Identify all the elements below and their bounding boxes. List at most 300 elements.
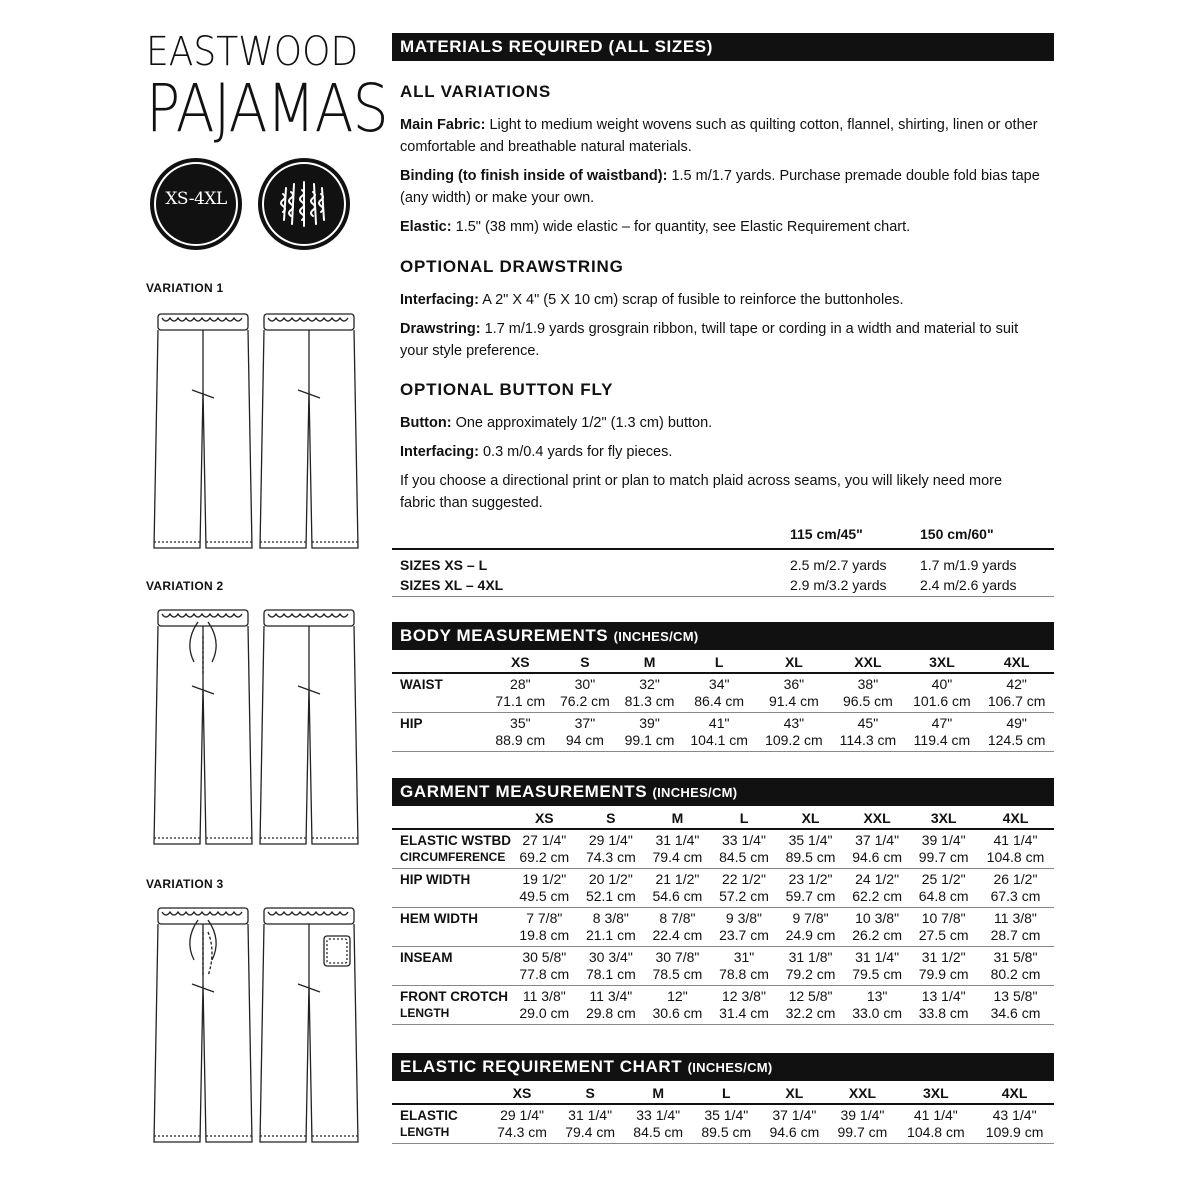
row-label-sub: LENGTH	[400, 1006, 450, 1020]
value-inches: 31 1/4"	[568, 1107, 613, 1123]
measurement-cell	[553, 713, 618, 752]
value-cm: 64.8 cm	[918, 888, 969, 904]
value-cm: 84.5 cm	[719, 849, 769, 865]
value-inches: 31 1/4"	[655, 832, 700, 848]
size-header-m: M	[644, 808, 711, 829]
button-text	[400, 412, 1040, 434]
value-inches: 43 1/4"	[992, 1107, 1037, 1123]
value-cm: 79.9 cm	[918, 966, 969, 982]
value-inches: 39 1/4"	[921, 832, 966, 848]
value-inches: 19 1/2"	[522, 871, 567, 887]
row-label-main: ELASTIC	[400, 1108, 458, 1123]
elastic-chart-title: ELASTIC REQUIREMENT CHART	[400, 1057, 683, 1076]
size-header-xxl: XXL	[828, 1083, 896, 1104]
measurement-cell	[511, 986, 578, 1025]
row-label	[392, 713, 488, 752]
value-cm: 54.6 cm	[652, 888, 703, 904]
size-header-3xl: 3XL	[896, 1083, 975, 1104]
value-cm: 67.3 cm	[990, 888, 1041, 904]
value-inches: 12"	[667, 988, 688, 1004]
main-fabric-description: Light to medium weight wovens such as quilting cotton, flannel, shirting, linen or other comfortable and breathable natural materials.	[400, 117, 1038, 155]
value-inches: 43"	[783, 715, 805, 731]
measurement-cell	[488, 1104, 556, 1144]
measurement-cell	[777, 908, 844, 947]
variation-1-label: VARIATION 1	[146, 281, 224, 295]
measurement-cell	[979, 673, 1054, 713]
value-cm: 91.4 cm	[768, 693, 819, 709]
value-cm: 49.5 cm	[519, 888, 570, 904]
all-variations-heading: ALL VARIATIONS	[400, 82, 551, 101]
measurement-cell	[644, 908, 711, 947]
measurement-cell	[617, 713, 682, 752]
size-header-s: S	[578, 808, 645, 829]
value-inches: 30"	[574, 676, 596, 692]
value-cm: 74.3 cm	[497, 1124, 547, 1140]
corner-cell	[392, 808, 511, 829]
row-label	[392, 673, 488, 713]
value-cm: 88.9 cm	[495, 732, 546, 748]
table-row	[392, 986, 1054, 1025]
measurement-cell	[711, 869, 778, 908]
table-row	[392, 673, 1054, 713]
value-inches: 41"	[708, 715, 730, 731]
brand-title-line1: EASTWOOD	[146, 29, 359, 75]
value-cm: 28.7 cm	[990, 927, 1041, 943]
value-cm: 30.6 cm	[652, 1005, 703, 1021]
measurement-cell	[896, 1104, 975, 1144]
measurement-cell	[910, 947, 977, 986]
value-inches: 37 1/4"	[855, 832, 900, 848]
elastic-text	[400, 216, 1040, 238]
value-cm: 29.0 cm	[519, 1005, 570, 1021]
garment-measurements-units: (INCHES/CM)	[652, 785, 738, 800]
size-header-s: S	[556, 1083, 624, 1104]
measurement-cell	[831, 713, 904, 752]
measurement-cell	[975, 1104, 1054, 1144]
value-inches: 30 3/4"	[588, 949, 633, 965]
value-inches: 21 1/2"	[655, 871, 700, 887]
value-cm: 22.4 cm	[652, 927, 703, 943]
measurement-cell	[644, 986, 711, 1025]
table-row	[392, 829, 1054, 869]
value-cm: 106.7 cm	[987, 693, 1046, 709]
measurement-cell	[578, 947, 645, 986]
value-inches: 32"	[639, 676, 660, 692]
value-cm: 52.1 cm	[585, 888, 636, 904]
measurement-cell	[757, 713, 832, 752]
value-cm: 80.2 cm	[990, 966, 1041, 982]
yardage-bottom-rule	[392, 596, 1054, 597]
measurement-cell	[844, 986, 911, 1025]
value-inches: 36"	[783, 676, 805, 692]
value-inches: 41 1/4"	[993, 832, 1038, 848]
value-cm: 89.5 cm	[701, 1124, 752, 1140]
fly-interfacing-text	[400, 441, 1040, 463]
value-cm: 32.2 cm	[785, 1005, 836, 1021]
value-inches: 9 3/8"	[725, 910, 763, 926]
value-cm: 19.8 cm	[519, 927, 570, 943]
measurement-cell	[488, 713, 553, 752]
value-inches: 31"	[733, 949, 755, 965]
measurement-cell	[711, 947, 778, 986]
measurement-cell	[844, 947, 911, 986]
row-label-main: FRONT CROTCH	[400, 989, 508, 1004]
needle-thread-icon	[258, 158, 350, 250]
measurement-cell	[910, 986, 977, 1025]
variation-3-sketch	[150, 904, 360, 1154]
measurement-cell	[777, 986, 844, 1025]
value-inches: 10 7/8"	[921, 910, 966, 926]
value-cm: 89.5 cm	[785, 849, 836, 865]
value-inches: 45"	[857, 715, 879, 731]
body-measurements-units: (INCHES/CM)	[613, 629, 699, 644]
variation-1-sketch	[150, 310, 360, 560]
value-inches: 39"	[639, 715, 660, 731]
value-inches: 37"	[574, 715, 596, 731]
size-header-xl: XL	[757, 652, 832, 673]
value-inches: 31 1/2"	[921, 949, 966, 965]
drawstring-heading: OPTIONAL DRAWSTRING	[400, 257, 624, 276]
size-header-row	[392, 1083, 1054, 1104]
value-cm: 27.5 cm	[918, 927, 969, 943]
drawstring-description: 1.7 m/1.9 yards grosgrain ribbon, twill tape or cording in a width and material to suit your style preference.	[400, 321, 1019, 359]
value-cm: 21.1 cm	[585, 927, 636, 943]
value-inches: 41 1/4"	[913, 1107, 958, 1123]
measurement-cell	[910, 829, 977, 869]
value-inches: 27 1/4"	[522, 832, 567, 848]
body-measurements-title: BODY MEASUREMENTS	[400, 626, 609, 645]
measurement-cell	[578, 908, 645, 947]
measurement-cell	[760, 1104, 828, 1144]
measurement-cell	[682, 713, 757, 752]
size-header-4xl: 4XL	[975, 1083, 1054, 1104]
drawstring-interfacing-description: A 2" X 4" (5 X 10 cm) scrap of fusible to reinforce the buttonholes.	[482, 292, 904, 308]
value-inches: 33 1/4"	[636, 1107, 681, 1123]
row-label	[392, 1104, 488, 1144]
main-fabric-label: Main Fabric:	[400, 117, 486, 133]
value-inches: 11 3/8"	[994, 910, 1037, 926]
measurement-cell	[905, 673, 980, 713]
row-label-main: ELASTIC WSTBD	[400, 833, 511, 848]
value-cm: 77.8 cm	[519, 966, 570, 982]
measurement-cell	[711, 908, 778, 947]
button-description: One approximately 1/2" (1.3 cm) button.	[455, 415, 713, 431]
size-range-badge	[150, 158, 242, 250]
measurement-cell	[553, 673, 618, 713]
drawstring-interfacing-label: Interfacing:	[400, 292, 479, 308]
body-measurements-table	[392, 652, 1054, 752]
measurement-cell	[905, 713, 980, 752]
row-label-main: HIP WIDTH	[400, 872, 471, 887]
value-cm: 34.6 cm	[990, 1005, 1041, 1021]
measurement-cell	[977, 869, 1054, 908]
value-cm: 74.3 cm	[585, 849, 636, 865]
measurement-cell	[511, 869, 578, 908]
row-label-sub: LENGTH	[400, 1125, 450, 1139]
value-cm: 124.5 cm	[987, 732, 1046, 748]
value-cm: 71.1 cm	[495, 693, 546, 709]
measurement-cell	[777, 829, 844, 869]
measurement-cell	[617, 673, 682, 713]
value-inches: 40"	[931, 676, 953, 692]
value-cm: 57.2 cm	[719, 888, 769, 904]
materials-header	[392, 33, 1054, 61]
value-inches: 7 7/8"	[526, 910, 563, 926]
row-label	[392, 947, 511, 986]
row-label-sub: CIRCUMFERENCE	[400, 850, 506, 864]
value-inches: 9 7/8"	[792, 910, 829, 926]
value-cm: 79.4 cm	[652, 849, 703, 865]
drawstring-text	[400, 318, 1040, 362]
size-header-xs: XS	[488, 652, 553, 673]
yardage-row-xl-4xl-150: 2.4 m/2.6 yards	[920, 577, 1017, 593]
corner-cell	[392, 652, 488, 673]
measurement-cell	[844, 869, 911, 908]
size-header-m: M	[617, 652, 682, 673]
value-cm: 99.7 cm	[837, 1124, 888, 1140]
measurement-cell	[692, 1104, 760, 1144]
value-cm: 31.4 cm	[719, 1005, 769, 1021]
value-cm: 86.4 cm	[694, 693, 745, 709]
value-cm: 78.5 cm	[652, 966, 703, 982]
value-cm: 23.7 cm	[719, 927, 769, 943]
size-header-3xl: 3XL	[905, 652, 980, 673]
yardage-col-115: 115 cm/45"	[790, 526, 863, 542]
size-range-label: XS-4XL	[165, 189, 227, 209]
elastic-chart-table	[392, 1083, 1054, 1144]
value-cm: 81.3 cm	[624, 693, 675, 709]
drawstring-label: Drawstring:	[400, 321, 481, 337]
yardage-row-xs-l-115: 2.5 m/2.7 yards	[790, 557, 887, 573]
value-cm: 62.2 cm	[852, 888, 902, 904]
value-inches: 38"	[857, 676, 879, 692]
measurement-cell	[844, 829, 911, 869]
measurement-cell	[977, 986, 1054, 1025]
value-inches: 30 5/8"	[522, 949, 567, 965]
value-inches: 22 1/2"	[722, 871, 766, 887]
table-row	[392, 713, 1054, 752]
row-label	[392, 908, 511, 947]
size-header-xl: XL	[760, 1083, 828, 1104]
measurement-cell	[844, 908, 911, 947]
elastic-label: Elastic:	[400, 219, 452, 235]
measurement-cell	[777, 947, 844, 986]
row-label	[392, 869, 511, 908]
garment-measurements-title: GARMENT MEASUREMENTS	[400, 782, 648, 801]
body-measurements-header	[392, 622, 1054, 650]
value-cm: 33.8 cm	[918, 1005, 969, 1021]
value-inches: 37 1/4"	[772, 1107, 817, 1123]
value-inches: 23 1/2"	[788, 871, 833, 887]
table-row	[392, 947, 1054, 986]
size-header-xs: XS	[511, 808, 578, 829]
value-inches: 31 1/4"	[855, 949, 900, 965]
value-cm: 96.5 cm	[843, 693, 893, 709]
size-header-row	[392, 808, 1054, 829]
value-cm: 109.9 cm	[985, 1124, 1044, 1140]
drawstring-interfacing-text	[400, 289, 1040, 311]
directional-print-note: If you choose a directional print or plan to match plaid across seams, you will likely need more fabric than suggested.	[400, 473, 1003, 511]
value-cm: 109.2 cm	[765, 732, 823, 748]
yardage-row-xs-l-label: SIZES XS – L	[400, 557, 488, 573]
size-header-xs: XS	[488, 1083, 556, 1104]
measurement-cell	[910, 869, 977, 908]
garment-measurements-table	[392, 808, 1054, 1025]
size-header-l: L	[711, 808, 778, 829]
value-inches: 11 3/8"	[522, 988, 566, 1004]
table-row	[392, 1104, 1054, 1144]
value-inches: 13 1/4"	[921, 988, 966, 1004]
value-inches: 12 3/8"	[722, 988, 766, 1004]
elastic-chart-units: (INCHES/CM)	[687, 1060, 773, 1075]
value-inches: 25 1/2"	[921, 871, 966, 887]
value-inches: 31 1/8"	[788, 949, 833, 965]
measurement-cell	[644, 829, 711, 869]
measurement-cell	[910, 908, 977, 947]
value-cm: 99.1 cm	[624, 732, 675, 748]
value-inches: 11 3/4"	[589, 988, 633, 1004]
measurement-cell	[511, 908, 578, 947]
corner-cell	[392, 1083, 488, 1104]
measurement-cell	[977, 829, 1054, 869]
measurement-cell	[979, 713, 1054, 752]
value-cm: 29.8 cm	[585, 1005, 636, 1021]
fly-interfacing-description: 0.3 m/0.4 yards for fly pieces.	[482, 444, 673, 460]
measurement-cell	[757, 673, 832, 713]
elastic-description: 1.5" (38 mm) wide elastic – for quantity, see Elastic Requirement chart.	[455, 219, 911, 235]
measurement-cell	[711, 986, 778, 1025]
elastic-chart-header	[392, 1053, 1054, 1081]
measurement-cell	[977, 947, 1054, 986]
value-cm: 104.8 cm	[986, 849, 1045, 865]
garment-measurements-header	[392, 778, 1054, 806]
value-inches: 35 1/4"	[704, 1107, 749, 1123]
size-header-xxl: XXL	[844, 808, 911, 829]
value-cm: 101.6 cm	[913, 693, 971, 709]
value-inches: 42"	[1006, 676, 1027, 692]
value-inches: 47"	[931, 715, 953, 731]
measurement-cell	[488, 673, 553, 713]
main-fabric-text	[400, 114, 1040, 158]
value-cm: 94 cm	[565, 732, 604, 748]
measurement-cell	[831, 673, 904, 713]
measurement-cell	[578, 869, 645, 908]
value-cm: 59.7 cm	[785, 888, 836, 904]
value-inches: 34"	[708, 676, 730, 692]
size-header-xxl: XXL	[831, 652, 904, 673]
value-inches: 8 3/8"	[592, 910, 629, 926]
table-row	[392, 908, 1054, 947]
binding-label: Binding (to finish inside of waistband):	[400, 168, 668, 184]
value-cm: 114.3 cm	[839, 732, 897, 748]
value-inches: 12 5/8"	[788, 988, 833, 1004]
measurement-cell	[711, 829, 778, 869]
size-header-4xl: 4XL	[977, 808, 1054, 829]
row-label	[392, 829, 511, 869]
row-label	[392, 986, 511, 1025]
size-header-row	[392, 652, 1054, 673]
value-cm: 79.2 cm	[785, 966, 836, 982]
measurement-cell	[511, 947, 578, 986]
value-cm: 76.2 cm	[560, 693, 610, 709]
measurement-cell	[644, 947, 711, 986]
variation-2-label: VARIATION 2	[146, 579, 224, 593]
measurement-cell	[828, 1104, 896, 1144]
measurement-cell	[644, 869, 711, 908]
binding-text	[400, 165, 1040, 209]
yardage-row-xs-l-150: 1.7 m/1.9 yards	[920, 557, 1017, 573]
size-header-l: L	[682, 652, 757, 673]
value-cm: 99.7 cm	[918, 849, 969, 865]
row-label-main: WAIST	[400, 677, 443, 692]
yardage-row-xl-4xl-label: SIZES XL – 4XL	[400, 577, 504, 593]
value-cm: 26.2 cm	[852, 927, 902, 943]
value-inches: 31 5/8"	[993, 949, 1038, 965]
measurement-cell	[578, 986, 645, 1025]
value-cm: 94.6 cm	[769, 1124, 820, 1140]
materials-title: MATERIALS REQUIRED (ALL SIZES)	[400, 37, 713, 56]
value-inches: 28"	[510, 676, 531, 692]
brand-title-line2: PAJAMAS	[146, 70, 388, 147]
measurement-cell	[556, 1104, 624, 1144]
value-inches: 29 1/4"	[588, 832, 633, 848]
yardage-divider	[392, 548, 1054, 550]
value-inches: 13 5/8"	[993, 988, 1038, 1004]
value-cm: 69.2 cm	[519, 849, 570, 865]
value-cm: 84.5 cm	[633, 1124, 684, 1140]
row-label-main: HIP	[400, 716, 423, 731]
yardage-col-150: 150 cm/60"	[920, 526, 994, 542]
button-fly-heading: OPTIONAL BUTTON FLY	[400, 380, 614, 399]
value-cm: 119.4 cm	[913, 732, 971, 748]
value-inches: 20 1/2"	[588, 871, 633, 887]
value-inches: 35"	[510, 715, 531, 731]
variation-2-sketch	[150, 606, 360, 856]
value-inches: 24 1/2"	[855, 871, 900, 887]
value-inches: 39 1/4"	[840, 1107, 885, 1123]
value-cm: 94.6 cm	[852, 849, 902, 865]
size-header-xl: XL	[777, 808, 844, 829]
measurement-cell	[578, 829, 645, 869]
value-inches: 8 7/8"	[659, 910, 696, 926]
button-label: Button:	[400, 415, 452, 431]
measurement-cell	[777, 869, 844, 908]
size-header-4xl: 4XL	[979, 652, 1054, 673]
value-cm: 79.5 cm	[852, 966, 902, 982]
thread-needles-icon	[258, 158, 350, 250]
size-header-3xl: 3XL	[910, 808, 977, 829]
value-cm: 78.8 cm	[719, 966, 769, 982]
value-cm: 78.1 cm	[585, 966, 636, 982]
measurement-cell	[511, 829, 578, 869]
brand-title	[146, 29, 388, 147]
value-cm: 79.4 cm	[565, 1124, 616, 1140]
measurement-cell	[977, 908, 1054, 947]
measurement-cell	[624, 1104, 692, 1144]
value-cm: 33.0 cm	[852, 1005, 902, 1021]
table-row	[392, 869, 1054, 908]
value-inches: 29 1/4"	[500, 1107, 544, 1123]
measurement-cell	[682, 673, 757, 713]
value-inches: 13"	[866, 988, 888, 1004]
value-inches: 33 1/4"	[722, 832, 766, 848]
variation-3-label: VARIATION 3	[146, 877, 224, 891]
value-inches: 30 7/8"	[655, 949, 700, 965]
size-header-m: M	[624, 1083, 692, 1104]
binding-description: 1.5 m/1.7 yards. Purchase premade double fold bias tape (any width) or make your own.	[400, 168, 1040, 206]
row-label-main: INSEAM	[400, 950, 453, 965]
value-inches: 10 3/8"	[855, 910, 900, 926]
